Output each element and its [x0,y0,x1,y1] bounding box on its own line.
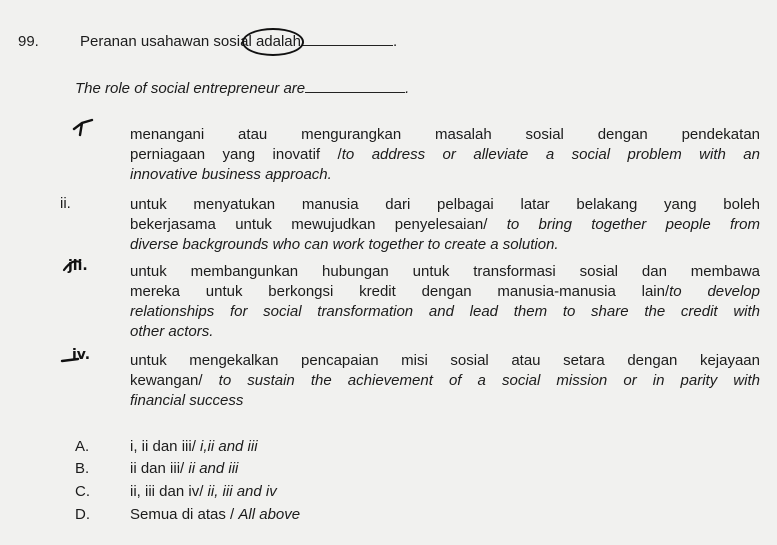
statement-line: financial success [130,392,244,409]
statement-line: other actors. [130,323,214,340]
option-text [130,506,300,523]
option-letter: A. [75,438,90,455]
option-letter: B. [75,460,90,477]
answer-blank-english [305,80,405,93]
option-letter: D. [75,506,90,523]
option-text-english: ii, iii and iv [207,483,277,500]
option-text [130,483,277,500]
question-text-malay-end: . [393,33,398,50]
question-text-english-main: The role of social entrepreneur are [75,80,306,97]
statement-line: relationships for social transformation and lead them to share the credit with [130,303,760,320]
statement-line: menangani atau mengurangkan masalah sosial dengan pendekatan [130,126,760,143]
statement-line [130,371,760,391]
question-text-english [75,80,409,97]
statement-text-english: to bring together people from [487,216,761,233]
option-text-malay: ii, iii dan iv/ [130,483,208,500]
statement-line: innovative business approach. [130,166,332,183]
svg-text:jii.: jii. [68,258,88,274]
option-text-english: i,ii and iii [200,438,258,455]
statement-text-english: to develop [669,283,760,300]
statement-line [130,145,760,165]
statement-line: untuk mengekalkan pencapaian misi sosial atau setara dengan kejayaan [130,352,760,369]
statement-text-malay: bekerjasama untuk mewujudkan penyelesaian/ [130,216,488,233]
statement-marker: ii. [60,195,71,212]
option-text-english: All above [238,506,301,523]
pen-mark-icon [60,345,100,367]
statement-text-malay: mereka untuk berkongsi kredit dengan manusia-manusia lain/ [130,283,670,300]
statement-line: diverse backgrounds who can work together to create a solution. [130,236,559,253]
statement-line: untuk menyatukan manusia dari pelbagai latar belakang yang boleh [130,196,760,213]
option-text-malay: ii dan iii/ [130,460,189,477]
option-text-malay: i, ii dan iii/ [130,438,201,455]
option-text-english: ii and iii [188,460,239,477]
pen-mark-icon [60,256,94,276]
statement-line [130,282,760,302]
statement-text-malay: kewangan/ [130,372,203,389]
statement-line: untuk membangunkan hubungan untuk transformasi sosial dan membawa [130,263,760,280]
question-text-malay [80,33,397,50]
svg-text:iv.: iv. [72,347,91,363]
handwritten-circle-mark [242,28,304,56]
statement-line [130,215,760,235]
question-number: 99. [18,33,39,50]
pen-tick-icon [72,117,94,137]
statement-text-english: to sustain the achievement of a social mission or in parity with [202,372,760,389]
option-letter: C. [75,483,90,500]
question-text-malay-main: Peranan usahawan sosial adalah [80,33,301,50]
statement-text-english: to address or alleviate a social problem with an [341,146,760,163]
option-text-malay: Semua di atas / [130,506,239,523]
option-text [130,460,238,477]
answer-blank [301,33,393,46]
statement-text-malay: perniagaan yang inovatif / [130,146,342,163]
option-text [130,438,258,455]
question-text-english-end: . [405,80,410,97]
